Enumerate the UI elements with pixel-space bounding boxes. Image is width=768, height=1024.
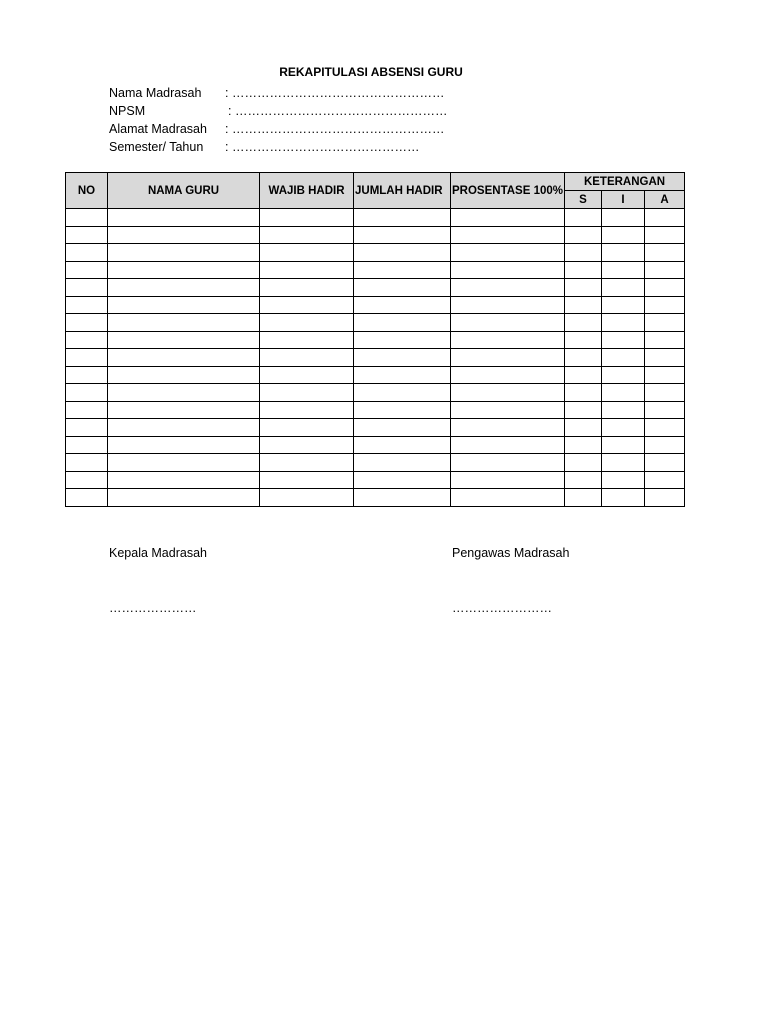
- table-row: [66, 489, 685, 507]
- cell-i[interactable]: [602, 436, 645, 454]
- cell-jumlah-hadir[interactable]: [354, 489, 451, 507]
- cell-prosentase[interactable]: [451, 349, 565, 367]
- table-row: [66, 226, 685, 244]
- signature-left-title: Kepala Madrasah: [109, 546, 207, 560]
- cell-prosentase[interactable]: [451, 384, 565, 402]
- cell-a[interactable]: [645, 489, 685, 507]
- cell-wajib-hadir[interactable]: [260, 489, 354, 507]
- cell-nama-guru[interactable]: [108, 489, 260, 507]
- cell-jumlah-hadir[interactable]: [354, 261, 451, 279]
- info-label-alamat-madrasah: Alamat Madrasah: [109, 122, 207, 136]
- cell-s[interactable]: [565, 419, 602, 437]
- cell-nama-guru[interactable]: [108, 244, 260, 262]
- cell-a[interactable]: [645, 471, 685, 489]
- cell-wajib-hadir[interactable]: [260, 471, 354, 489]
- cell-i[interactable]: [602, 331, 645, 349]
- cell-nama-guru[interactable]: [108, 366, 260, 384]
- header-prosentase: PROSENTASE 100%: [451, 173, 565, 209]
- table-row: [66, 331, 685, 349]
- cell-i[interactable]: [602, 366, 645, 384]
- cell-jumlah-hadir[interactable]: [354, 436, 451, 454]
- cell-wajib-hadir[interactable]: [260, 384, 354, 402]
- cell-jumlah-hadir[interactable]: [354, 314, 451, 332]
- cell-nama-guru[interactable]: [108, 331, 260, 349]
- attendance-table: [65, 172, 685, 507]
- header-wajib-hadir: WAJIB HADIR: [260, 173, 354, 209]
- cell-wajib-hadir[interactable]: [260, 261, 354, 279]
- cell-i[interactable]: [602, 209, 645, 227]
- cell-i[interactable]: [602, 471, 645, 489]
- cell-no[interactable]: [66, 314, 108, 332]
- cell-nama-guru[interactable]: [108, 384, 260, 402]
- header-nama-guru: NAMA GURU: [108, 173, 260, 209]
- signature-left-line[interactable]: …………………: [109, 601, 197, 615]
- cell-a[interactable]: [645, 209, 685, 227]
- cell-jumlah-hadir[interactable]: [354, 279, 451, 297]
- cell-no[interactable]: [66, 384, 108, 402]
- cell-i[interactable]: [602, 454, 645, 472]
- table-row: [66, 436, 685, 454]
- info-value-alamat-madrasah[interactable]: : ……………………………………………: [225, 122, 445, 136]
- header-jumlah-hadir: JUMLAH HADIR: [354, 173, 451, 209]
- table-row: [66, 419, 685, 437]
- cell-nama-guru[interactable]: [108, 296, 260, 314]
- cell-i[interactable]: [602, 419, 645, 437]
- cell-no[interactable]: [66, 454, 108, 472]
- cell-no[interactable]: [66, 471, 108, 489]
- cell-wajib-hadir[interactable]: [260, 331, 354, 349]
- cell-wajib-hadir[interactable]: [260, 314, 354, 332]
- table-row: [66, 349, 685, 367]
- cell-wajib-hadir[interactable]: [260, 279, 354, 297]
- info-label-nama-madrasah: Nama Madrasah: [109, 86, 202, 100]
- cell-jumlah-hadir[interactable]: [354, 209, 451, 227]
- cell-s[interactable]: [565, 366, 602, 384]
- cell-s[interactable]: [565, 296, 602, 314]
- table-row: [66, 279, 685, 297]
- cell-prosentase[interactable]: [451, 436, 565, 454]
- table-row: [66, 454, 685, 472]
- table-row: [66, 314, 685, 332]
- cell-prosentase[interactable]: [451, 331, 565, 349]
- cell-no[interactable]: [66, 296, 108, 314]
- cell-prosentase[interactable]: [451, 296, 565, 314]
- cell-s[interactable]: [565, 349, 602, 367]
- cell-i[interactable]: [602, 314, 645, 332]
- cell-jumlah-hadir[interactable]: [354, 454, 451, 472]
- cell-nama-guru[interactable]: [108, 454, 260, 472]
- table-row: [66, 401, 685, 419]
- cell-s[interactable]: [565, 471, 602, 489]
- cell-a[interactable]: [645, 279, 685, 297]
- cell-wajib-hadir[interactable]: [260, 454, 354, 472]
- cell-s[interactable]: [565, 401, 602, 419]
- cell-no[interactable]: [66, 366, 108, 384]
- cell-wajib-hadir[interactable]: [260, 296, 354, 314]
- cell-wajib-hadir[interactable]: [260, 401, 354, 419]
- cell-a[interactable]: [645, 436, 685, 454]
- cell-jumlah-hadir[interactable]: [354, 471, 451, 489]
- document-title: REKAPITULASI ABSENSI GURU: [279, 65, 463, 79]
- cell-s[interactable]: [565, 209, 602, 227]
- cell-wajib-hadir[interactable]: [260, 419, 354, 437]
- cell-i[interactable]: [602, 349, 645, 367]
- cell-no[interactable]: [66, 261, 108, 279]
- cell-no[interactable]: [66, 244, 108, 262]
- cell-a[interactable]: [645, 331, 685, 349]
- cell-jumlah-hadir[interactable]: [354, 226, 451, 244]
- info-label-npsm: NPSM: [109, 104, 146, 118]
- cell-i[interactable]: [602, 226, 645, 244]
- cell-nama-guru[interactable]: [108, 314, 260, 332]
- cell-a[interactable]: [645, 366, 685, 384]
- cell-nama-guru[interactable]: [108, 261, 260, 279]
- cell-prosentase[interactable]: [451, 261, 565, 279]
- cell-prosentase[interactable]: [451, 226, 565, 244]
- cell-prosentase[interactable]: [451, 279, 565, 297]
- cell-nama-guru[interactable]: [108, 471, 260, 489]
- cell-jumlah-hadir[interactable]: [354, 331, 451, 349]
- cell-s[interactable]: [565, 261, 602, 279]
- cell-jumlah-hadir[interactable]: [354, 366, 451, 384]
- header-keterangan: KETERANGAN: [565, 173, 685, 191]
- cell-i[interactable]: [602, 489, 645, 507]
- cell-wajib-hadir[interactable]: [260, 349, 354, 367]
- table-row: [66, 261, 685, 279]
- cell-no[interactable]: [66, 419, 108, 437]
- cell-a[interactable]: [645, 349, 685, 367]
- info-value-nama-madrasah[interactable]: : ……………………………………………: [225, 86, 445, 100]
- cell-s[interactable]: [565, 436, 602, 454]
- cell-jumlah-hadir[interactable]: [354, 419, 451, 437]
- cell-a[interactable]: [645, 226, 685, 244]
- signature-right-line[interactable]: ……………………: [452, 601, 552, 615]
- cell-nama-guru[interactable]: [108, 279, 260, 297]
- cell-no[interactable]: [66, 279, 108, 297]
- cell-prosentase[interactable]: [451, 209, 565, 227]
- cell-s[interactable]: [565, 384, 602, 402]
- cell-prosentase[interactable]: [451, 401, 565, 419]
- cell-prosentase[interactable]: [451, 489, 565, 507]
- cell-prosentase[interactable]: [451, 314, 565, 332]
- cell-a[interactable]: [645, 296, 685, 314]
- header-s: S: [565, 191, 602, 209]
- header-a: A: [645, 191, 685, 209]
- cell-prosentase[interactable]: [451, 366, 565, 384]
- table-header: [66, 173, 685, 209]
- cell-no[interactable]: [66, 436, 108, 454]
- cell-i[interactable]: [602, 384, 645, 402]
- cell-i[interactable]: [602, 401, 645, 419]
- info-label-semester-tahun: Semester/ Tahun: [109, 140, 204, 154]
- cell-jumlah-hadir[interactable]: [354, 384, 451, 402]
- cell-prosentase[interactable]: [451, 244, 565, 262]
- cell-s[interactable]: [565, 331, 602, 349]
- cell-a[interactable]: [645, 244, 685, 262]
- header-no: NO: [66, 173, 108, 209]
- table-row: [66, 366, 685, 384]
- cell-nama-guru[interactable]: [108, 226, 260, 244]
- cell-nama-guru[interactable]: [108, 349, 260, 367]
- cell-no[interactable]: [66, 489, 108, 507]
- cell-prosentase[interactable]: [451, 471, 565, 489]
- cell-i[interactable]: [602, 244, 645, 262]
- cell-a[interactable]: [645, 314, 685, 332]
- cell-jumlah-hadir[interactable]: [354, 401, 451, 419]
- cell-no[interactable]: [66, 209, 108, 227]
- cell-nama-guru[interactable]: [108, 401, 260, 419]
- cell-i[interactable]: [602, 261, 645, 279]
- cell-s[interactable]: [565, 489, 602, 507]
- cell-prosentase[interactable]: [451, 454, 565, 472]
- cell-jumlah-hadir[interactable]: [354, 349, 451, 367]
- cell-wajib-hadir[interactable]: [260, 244, 354, 262]
- cell-wajib-hadir[interactable]: [260, 226, 354, 244]
- cell-jumlah-hadir[interactable]: [354, 244, 451, 262]
- info-value-npsm[interactable]: : ……………………………………………: [228, 104, 448, 118]
- signature-right-title: Pengawas Madrasah: [452, 546, 570, 560]
- table-body: [66, 209, 685, 507]
- cell-a[interactable]: [645, 454, 685, 472]
- table-row: [66, 296, 685, 314]
- cell-s[interactable]: [565, 244, 602, 262]
- cell-jumlah-hadir[interactable]: [354, 296, 451, 314]
- cell-wajib-hadir[interactable]: [260, 209, 354, 227]
- cell-nama-guru[interactable]: [108, 209, 260, 227]
- cell-a[interactable]: [645, 384, 685, 402]
- cell-no[interactable]: [66, 349, 108, 367]
- cell-s[interactable]: [565, 279, 602, 297]
- cell-no[interactable]: [66, 226, 108, 244]
- info-value-semester-tahun[interactable]: : ………………………………………: [225, 140, 420, 154]
- header-i: I: [602, 191, 645, 209]
- cell-s[interactable]: [565, 314, 602, 332]
- table-row: [66, 471, 685, 489]
- cell-a[interactable]: [645, 261, 685, 279]
- table-row: [66, 209, 685, 227]
- cell-wajib-hadir[interactable]: [260, 436, 354, 454]
- cell-a[interactable]: [645, 401, 685, 419]
- cell-i[interactable]: [602, 296, 645, 314]
- cell-no[interactable]: [66, 401, 108, 419]
- cell-s[interactable]: [565, 226, 602, 244]
- cell-nama-guru[interactable]: [108, 436, 260, 454]
- cell-prosentase[interactable]: [451, 419, 565, 437]
- cell-a[interactable]: [645, 419, 685, 437]
- cell-s[interactable]: [565, 454, 602, 472]
- table-row: [66, 384, 685, 402]
- table-row: [66, 244, 685, 262]
- cell-nama-guru[interactable]: [108, 419, 260, 437]
- cell-no[interactable]: [66, 331, 108, 349]
- cell-wajib-hadir[interactable]: [260, 366, 354, 384]
- cell-i[interactable]: [602, 279, 645, 297]
